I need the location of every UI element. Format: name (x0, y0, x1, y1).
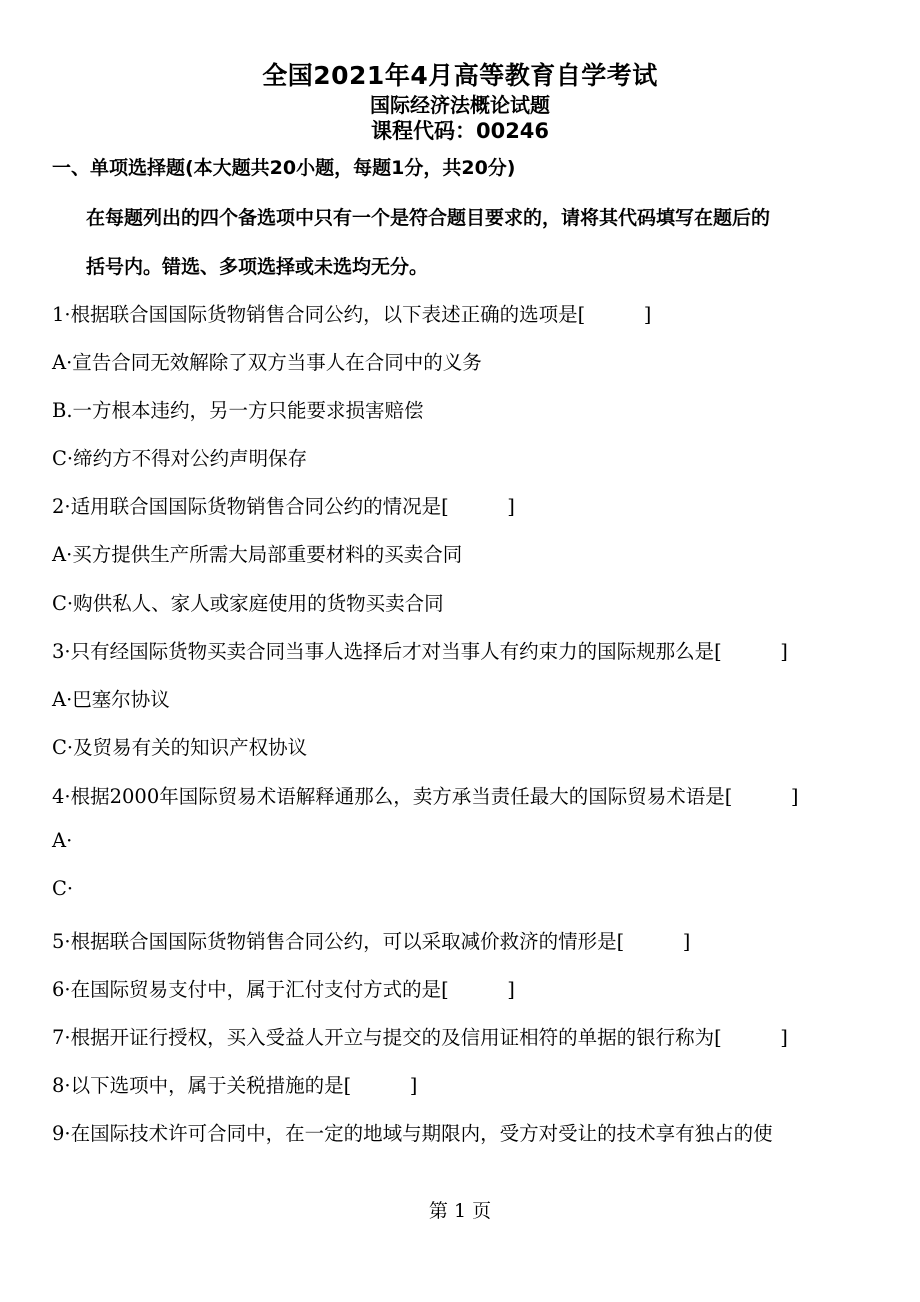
section-heading: 一、单项选择题(本大题共20小题，每题1分，共20分) (52, 157, 516, 179)
question-3: 3·只有经国际货物买卖合同当事人选择后才对当事人有约束力的国际规那么是[ ] (52, 640, 788, 663)
question-7: 7·根据开证行授权，买入受益人开立与提交的及信用证相符的单据的银行称为[ ] (52, 1026, 788, 1049)
question-1: 1·根据联合国国际货物销售合同公约，以下表述正确的选项是[ ] (52, 303, 652, 326)
instruction-line-1: 在每题列出的四个备选项中只有一个是符合题目要求的，请将其代码填写在题后的 (86, 207, 771, 229)
exam-title: 全国2021年4月高等教育自学考试 (262, 61, 658, 90)
question-6: 6·在国际贸易支付中，属于汇付支付方式的是[ ] (52, 978, 515, 1001)
question-5: 5·根据联合国国际货物销售合同公约，可以采取减价救济的情形是[ ] (52, 930, 691, 953)
option-4c: C· (52, 877, 74, 900)
question-9: 9·在国际技术许可合同中，在一定的地域与期限内，受方对受让的技术享有独占的使 (52, 1122, 773, 1145)
question-2: 2·适用联合国国际货物销售合同公约的情况是[ ] (52, 495, 515, 518)
option-4a: A· (52, 829, 73, 852)
question-8: 8·以下选项中，属于关税措施的是[ ] (52, 1074, 418, 1097)
option-1a: A·宣告合同无效解除了双方当事人在合同中的义务 (52, 351, 482, 374)
instruction-line-2: 括号内。错选、多项选择或未选均无分。 (86, 256, 429, 278)
subject-title: 国际经济法概论试题 (370, 93, 550, 117)
page-number: 第 1 页 (428, 1200, 492, 1222)
question-4: 4·根据2000年国际贸易术语解释通那么，卖方承当责任最大的国际贸易术语是[ ] (52, 785, 799, 808)
option-2c: C·购供私人、家人或家庭使用的货物买卖合同 (52, 592, 444, 615)
option-3c: C·及贸易有关的知识产权协议 (52, 736, 308, 759)
course-code: 课程代码：00246 (370, 119, 550, 143)
option-1b: B.一方根本违约，另一方只能要求损害赔偿 (52, 399, 424, 422)
option-1c: C·缔约方不得对公约声明保存 (52, 447, 308, 470)
option-3a: A·巴塞尔协议 (52, 688, 170, 711)
option-2a: A·买方提供生产所需大局部重要材料的买卖合同 (52, 543, 463, 566)
